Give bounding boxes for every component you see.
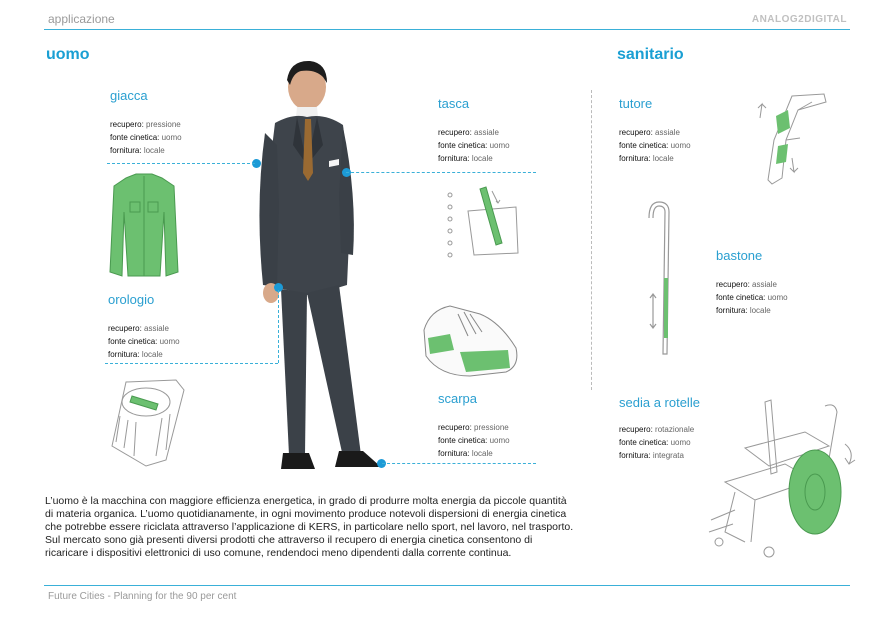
spec-label: fonte cinetica	[438, 141, 486, 150]
watch-icon	[106, 376, 188, 468]
sedia-specs: recupero: rotazionale fonte cinetica: uomo fornitura: integrata	[619, 425, 695, 460]
spec-label: recupero	[110, 120, 142, 129]
spec-label: recupero	[619, 128, 651, 137]
spec-value: locale	[471, 449, 493, 458]
man-in-suit-illustration	[235, 55, 390, 480]
spec-value: locale	[749, 306, 771, 315]
spec-value: uomo	[489, 436, 510, 445]
orologio-connector	[105, 363, 278, 364]
spec-value: assiale	[752, 280, 777, 289]
spec-value: pressione	[146, 120, 181, 129]
spec-label: fonte cinetica	[110, 133, 158, 142]
spec-label: fonte cinetica	[619, 141, 667, 150]
scarpa-specs: recupero: pressione fonte cinetica: uomo fornitura: locale	[438, 423, 510, 458]
scarpa-title: scarpa	[438, 391, 478, 406]
spec-value: uomo	[161, 133, 182, 142]
header-brand: ANALOG2DIGITAL	[751, 14, 847, 25]
spec-label: recupero	[108, 324, 140, 333]
bastone-specs: recupero: assiale fonte cinetica: uomo fornitura: locale	[716, 280, 788, 315]
spec-value: integrata	[652, 451, 684, 460]
spec-value: assiale	[144, 324, 169, 333]
giacca-specs: recupero: pressione fonte cinetica: uomo fornitura: locale	[110, 120, 182, 155]
jacket-icon	[108, 172, 180, 282]
spec-value: assiale	[474, 128, 499, 137]
spec-value: rotazionale	[655, 425, 695, 434]
spec-label: fornitura	[438, 449, 468, 458]
spec-value: uomo	[767, 293, 788, 302]
tutore-title: tutore	[619, 96, 653, 111]
spec-label: recupero	[438, 128, 470, 137]
giacca-connector	[107, 163, 255, 164]
section-title-uomo: uomo	[46, 46, 90, 63]
sedia-title: sedia a rotelle	[619, 395, 700, 410]
spec-label: recupero	[619, 425, 651, 434]
bastone-title: bastone	[716, 248, 763, 263]
tasca-specs: recupero: assiale fonte cinetica: uomo fornitura: locale	[438, 128, 510, 163]
header-rule	[44, 29, 850, 30]
spec-label: fonte cinetica	[438, 436, 486, 445]
spec-label: fornitura	[716, 306, 746, 315]
spec-label: fornitura	[619, 154, 649, 163]
tutore-specs: recupero: assiale fonte cinetica: uomo fornitura: locale	[619, 128, 691, 163]
orologio-specs: recupero: assiale fonte cinetica: uomo fornitura: locale	[108, 324, 180, 359]
wheelchair-icon	[705, 392, 860, 562]
spec-value: locale	[143, 146, 165, 155]
scarpa-connector	[382, 463, 536, 464]
spec-label: fonte cinetica	[108, 337, 156, 346]
header-section-label: applicazione	[48, 12, 115, 26]
spec-value: uomo	[489, 141, 510, 150]
spec-label: fornitura	[438, 154, 468, 163]
spec-value: uomo	[670, 141, 691, 150]
spec-value: locale	[141, 350, 163, 359]
spec-value: pressione	[474, 423, 509, 432]
cane-icon	[645, 198, 675, 358]
tasca-title: tasca	[438, 96, 470, 111]
knee-brace-icon	[752, 88, 832, 192]
section-title-sanitario: sanitario	[617, 46, 684, 63]
spec-value: uomo	[159, 337, 180, 346]
pocket-icon	[440, 185, 525, 265]
intro-paragraph: L’uomo è la macchina con maggiore efficienza energetica, in grado di produrre molta energia da piccole quantità di materia organica. L’uomo quotidianamente, in ogni movimento produce notevoli dispersioni di energia cinetica che potrebbe essere riciclata attraverso l’applicazione di KERS, in particolare nello sport, nel lavoro, nel trasporto. Sul mercato sono già presenti diversi prodotti che attraverso il recupero di energia cinetica consentono di ricaricare i dispositivi elettronici di uso comune, rendendoci meno dipendenti dalla corrente continua.	[45, 495, 574, 559]
spec-value: assiale	[655, 128, 680, 137]
giacca-title: giacca	[110, 88, 148, 103]
tasca-connector	[346, 172, 536, 173]
spec-label: fornitura	[619, 451, 649, 460]
spec-label: fornitura	[108, 350, 138, 359]
spec-value: locale	[652, 154, 674, 163]
spec-value: locale	[471, 154, 493, 163]
shoe-icon	[420, 300, 525, 380]
spec-label: recupero	[438, 423, 470, 432]
orologio-connector-vertical	[278, 290, 279, 363]
section-separator	[591, 90, 592, 390]
orologio-title: orologio	[108, 292, 155, 307]
spec-label: recupero	[716, 280, 748, 289]
spec-label: fonte cinetica	[619, 438, 667, 447]
spec-label: fonte cinetica	[716, 293, 764, 302]
spec-label: fornitura	[110, 146, 140, 155]
footer-rule	[44, 585, 850, 586]
spec-value: uomo	[670, 438, 691, 447]
footer-text: Future Cities - Planning for the 90 per cent	[48, 591, 237, 602]
